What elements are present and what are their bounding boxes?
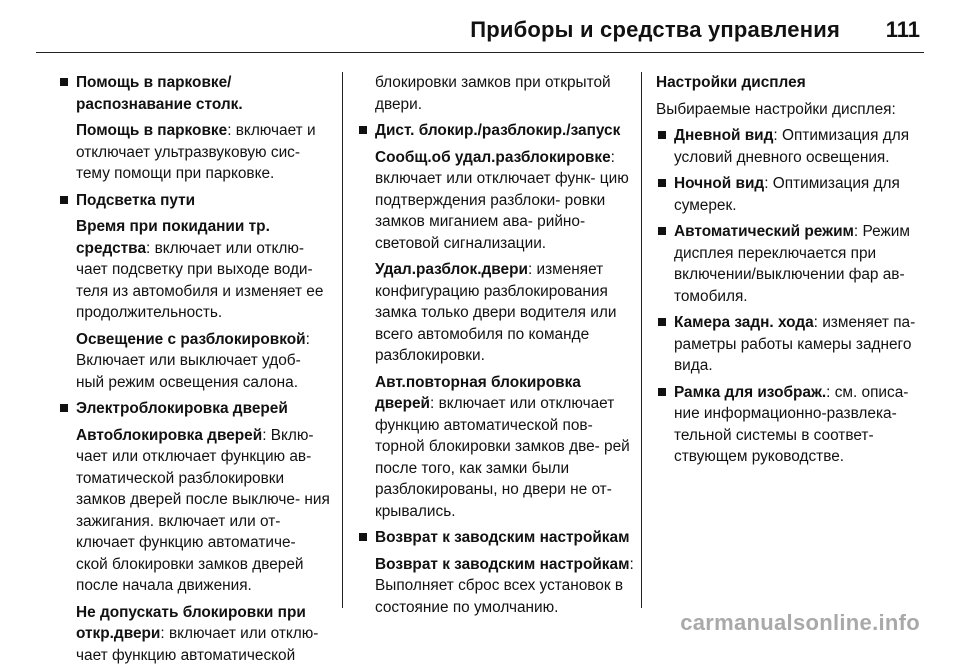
column-divider — [641, 72, 642, 608]
description: : Режим дисплея переключается при включении/выключении фар ав- томобиля. — [674, 223, 910, 305]
term: Время при покидании тр. средства — [76, 218, 270, 257]
term: Ночной вид — [674, 175, 765, 192]
description: : Включает или выключает удоб- ный режим освещения салона. — [76, 330, 310, 391]
paragraph — [58, 120, 330, 185]
column-3 — [656, 72, 934, 473]
term: Дневной вид — [674, 127, 774, 144]
bullet-heading: Возврат к заводским настройкам — [357, 527, 635, 549]
term: Возврат к заводским настройкам — [375, 555, 630, 573]
term: Автоматический режим — [674, 223, 854, 240]
paragraph — [357, 259, 635, 367]
description: : Выполняет сброс всех установок в состояние по умолчанию. — [375, 555, 634, 616]
paragraph: блокировки замков при открытой двери. — [375, 74, 611, 113]
paragraph — [357, 372, 635, 523]
page-header — [0, 0, 960, 50]
paragraph — [58, 216, 330, 324]
term: Рамка для изображ. — [674, 383, 827, 401]
page-number: 111 — [885, 17, 920, 42]
term: Авт.повторная блокировка дверей — [375, 373, 581, 412]
description: : Вклю- чает или отключает функцию ав- томатической разблокировки замков дверей после выключе- ния зажигания. включает или от- ключает функцию автоматиче- ской блокировки замков дверей после начала движения. — [76, 426, 330, 594]
description: : включает или отключает функ- цию подтверждения разблоки- ровки замков миганием ава- рийно-световой сигнализации. — [375, 148, 629, 252]
term: Удал.разблок.двери — [375, 261, 528, 278]
paragraph — [58, 329, 330, 394]
description: : включает или отключает функцию автоматической пов- торной блокировки замков две- рей после того, как замки были разблокированы, но двери не от- крывались. — [375, 395, 630, 520]
description: : изменяет па- раметры работы камеры заднего вида. — [674, 314, 916, 374]
paragraph — [357, 147, 635, 255]
watermark: carmanualsonline.info — [680, 610, 920, 635]
bullet-heading: Дист. блокир./разблокир./запуск — [357, 120, 635, 142]
term: Помощь в парковке — [76, 122, 228, 139]
term: Не допускать блокировки при откр.двери — [76, 603, 306, 642]
description: : включает или отклю- чает функцию автоматической — [76, 625, 319, 664]
list-item — [656, 125, 934, 168]
description: : Оптимизация для условий дневного освещения. — [674, 127, 910, 166]
paragraph — [58, 602, 330, 667]
description: : включает и отключает ультразвуковую сис- тему помощи при парковке. — [76, 122, 316, 182]
term: Автоблокировка дверей — [76, 426, 263, 444]
page-title: Приборы и средства управления — [470, 17, 840, 42]
column-divider — [342, 72, 343, 608]
description: : Оптимизация для сумерек. — [674, 175, 900, 214]
term: Освещение с разблокировкой — [76, 330, 306, 348]
term: Камера задн. хода — [674, 314, 814, 331]
list-item — [656, 382, 934, 468]
bullet-heading: Помощь в парковке/ распознавание столк. — [58, 72, 330, 115]
column-2 — [357, 72, 635, 623]
section-intro: Выбираемые настройки дисплея: — [656, 100, 896, 118]
description: : включает или отклю- чает подсветку при выходе води- теля из автомобиля и изменяет ее продолжительность. — [76, 239, 324, 321]
bullet-heading: Электроблокировка дверей — [58, 398, 330, 420]
description: : см. описа- ние информационно-развлека- тельной системы в соответ- ствующем руководстве. — [674, 383, 909, 465]
list-item — [656, 312, 934, 377]
header-rule — [36, 52, 924, 53]
column-1 — [58, 72, 330, 671]
paragraph — [58, 425, 330, 597]
section-heading: Настройки дисплея — [656, 74, 806, 91]
description: : изменяет конфигурацию разблокирования замка только двери водителя или всего автомобиля по команде разблокировки. — [375, 261, 617, 364]
paragraph — [357, 554, 635, 619]
list-item — [656, 221, 934, 307]
bullet-heading: Подсветка пути — [58, 190, 330, 212]
term: Сообщ.об удал.разблокировке — [375, 148, 611, 166]
list-item — [656, 173, 934, 216]
